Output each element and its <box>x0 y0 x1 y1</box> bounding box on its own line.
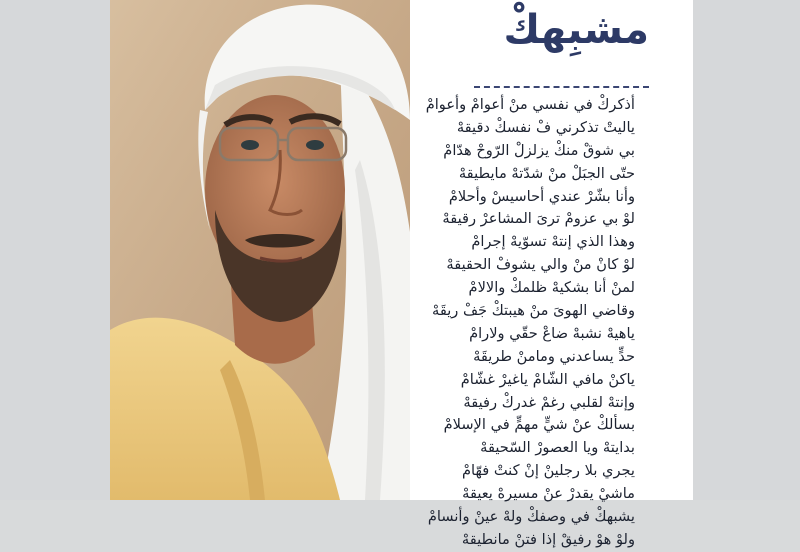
poem-line: ياهيهْ نشبهْ ضاعْ حقّي ولارامْ <box>469 324 635 342</box>
poem-line: ماشيْ يقدرْ عنْ مسيرهْ يعيقهْ <box>462 485 635 503</box>
poem-line: لوْ كانْ منْ والي يشوفْ الحقيقهْ <box>446 256 635 274</box>
portrait-illustration <box>110 0 415 500</box>
poem-line: أذكركْ في نفسي منْ أعوامْ وأعوامْ <box>425 96 635 113</box>
poem-line: حدٍّ يساعدني ومامنْ طريقَهْ <box>473 347 635 365</box>
poem-line: ياكنْ مافي الشّامْ ياغيرْ غشّامْ <box>460 370 635 388</box>
poem-line: لمنْ أنا بشكيهْ ظلمكْ والالامْ <box>468 279 635 297</box>
poem-line: ولوْ هوْ رفيقْ إذا فتنْ مانطيقهْ <box>461 530 635 548</box>
poem-panel <box>410 0 693 548</box>
poem-line: حتّى الجبَلْ منْ شدّتهْ مايطيقهْ <box>458 164 635 182</box>
poem-line: بي شوقْ منكْ يزلزلْ الرّوحْ هدّامْ <box>443 141 635 159</box>
poem-title: مشبِهكْ <box>503 7 649 53</box>
poem-line: وقاضي الهوىَ منْ هيبتكْ جَفْ ريقَهْ <box>432 302 635 320</box>
poem-line: ياليتْ تذكرني فْ نفسكْ دقيقهْ <box>456 118 635 136</box>
title-divider <box>474 86 649 88</box>
poem-line: بدايتهْ ويا العصورْ السّحيقهْ <box>480 439 635 457</box>
poem-card <box>110 0 693 548</box>
poem-verses <box>420 94 635 552</box>
poem-line: وأنا بشّرْ عندي أحاسيسْ وأحلامْ <box>448 187 635 205</box>
portrait-photo <box>110 0 415 500</box>
poem-line: يشبهكْ في وصفكْ ولهْ عينْ وأنسامْ <box>427 508 635 526</box>
poem-line: وإنتهْ لقلبي رغمْ غدركْ رفيقهْ <box>463 393 635 411</box>
poem-line: لوْ بي عزومْ ترىَ المشاعرْ رقيقهْ <box>442 210 635 228</box>
poem-line: بسألكْ عنْ شيٍّ مهمٍّ في الإسلامْ <box>443 416 635 434</box>
poem-line: وهذا الذي إنتهْ تسوّيهْ إجرامْ <box>471 233 635 251</box>
poem-line: يجري بلا رجلينْ إنْ كنتْ فهّامْ <box>462 462 635 480</box>
